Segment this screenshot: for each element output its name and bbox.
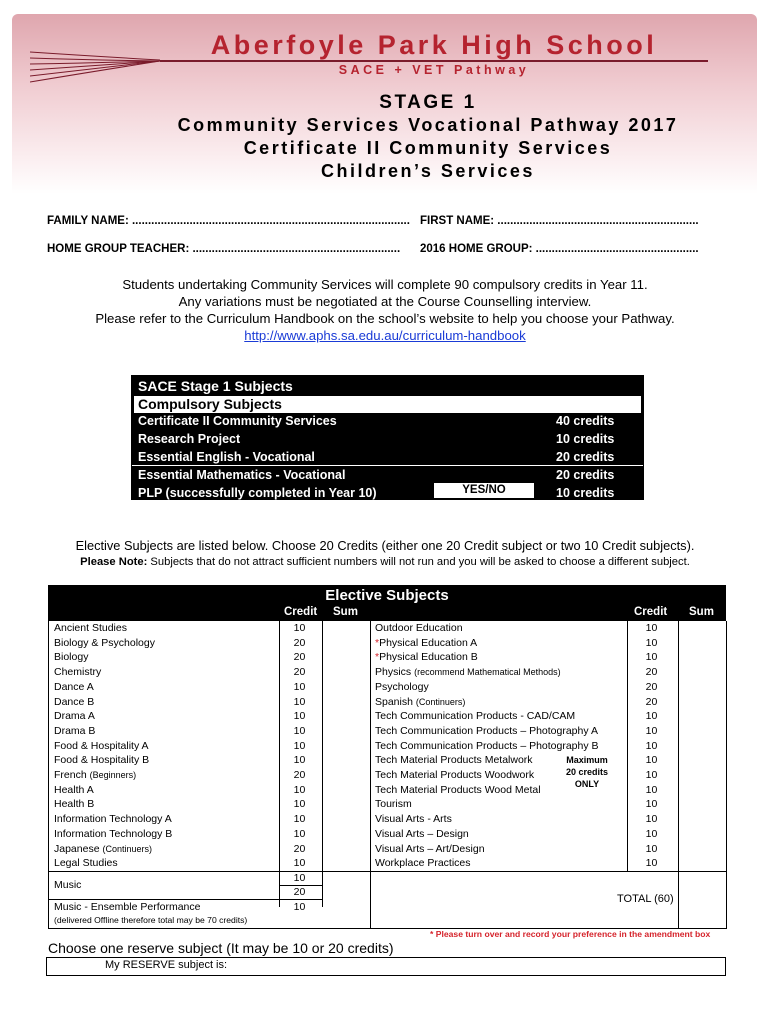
elective-subject-left: [54, 900, 200, 914]
elective-credit-left: [278, 739, 321, 753]
max-note-line: ONLY: [574, 779, 600, 789]
elective-credit-right: [626, 724, 677, 738]
elective-credit-right: [626, 650, 677, 664]
elective-credit-right: [626, 709, 677, 723]
sace-subject-name: Essential English - Vocational: [138, 450, 315, 464]
please-note: [0, 556, 770, 568]
subject-name: French: [54, 769, 87, 781]
subject-name: Biology & Psychology: [54, 636, 155, 649]
sace-subject-credits: 40 credits: [556, 414, 615, 428]
elective-subject-left: [54, 680, 94, 694]
elective-credit-left: [278, 827, 321, 841]
school-name: Aberfoyle Park High School: [210, 30, 658, 60]
subject-name: Legal Studies: [54, 857, 118, 870]
elective-subject-left: [54, 878, 81, 892]
intro-line-3: Please refer to the Curriculum Handbook on the school’s website to help you choose your Pathway.: [95, 311, 675, 326]
reserve-title: Choose one reserve subject (It may be 10 or 20 credits): [48, 940, 394, 956]
subject-name: Tech Communication Products – Photography A: [375, 724, 598, 737]
credit-value: 10: [645, 710, 658, 723]
credit-value: 10: [645, 724, 658, 737]
credit-value: 10: [293, 680, 306, 693]
home-group-teacher-field[interactable]: HOME GROUP TEACHER: .................................................................: [47, 243, 401, 255]
elective-table-header: [48, 585, 726, 621]
pathway-title: Community Services Vocational Pathway 2017: [177, 115, 679, 135]
elective-credit-left: [278, 842, 321, 856]
maximum-credits-note: [556, 752, 618, 800]
elective-credit-right: [626, 665, 677, 679]
credit-value: 10: [293, 710, 306, 723]
subject-name: Tech Communication Products – Photography B: [375, 739, 599, 752]
elective-subject-left: [54, 797, 94, 811]
credit-value: 20: [645, 666, 658, 679]
family-name-field[interactable]: FAMILY NAME: .......................................................................................: [47, 215, 410, 227]
stage-title: STAGE 1: [379, 92, 477, 113]
subject-name: Biology: [54, 651, 89, 664]
elective-instructions: Elective Subjects are listed below. Choose 20 Credits (either one 20 Credit subject or two 10 Credit subjects).: [75, 538, 695, 553]
credit-value: 10: [293, 724, 306, 737]
reserve-label: My RESERVE subject is:: [105, 959, 228, 971]
subject-name: Tech Material Products Metalwork: [375, 754, 533, 767]
subject-name: Health B: [54, 798, 95, 811]
credit-value: 10: [293, 783, 306, 796]
sace-stage-label: SACE Stage 1 Subjects: [138, 378, 293, 394]
subject-name: Drama B: [54, 724, 96, 737]
subject-name: Physics: [375, 666, 412, 679]
credit-value: 10: [645, 798, 658, 811]
school-subtitle: SACE + VET Pathway: [338, 63, 530, 77]
subject-name: Music: [54, 878, 82, 891]
credit-value: 10: [645, 827, 658, 840]
subject-name: Tech Material Products Woodwork: [375, 769, 535, 781]
credit-value: 10: [293, 754, 306, 767]
subject-name: Food & Hospitality A: [54, 739, 149, 752]
subject-name: Dance A: [54, 680, 94, 693]
elective-credit-left: [278, 856, 321, 870]
elective-subject-right: [375, 783, 541, 797]
elective-credit-left: [278, 650, 321, 664]
elective-credit-left: [278, 753, 321, 767]
elective-subject-right: [375, 695, 465, 709]
credit-value: 10: [645, 622, 658, 634]
elective-credit-left: [278, 709, 321, 723]
credit-value: 10: [293, 871, 306, 884]
please-note-label: Please Note:: [80, 556, 148, 568]
elective-subject-left: [54, 812, 172, 826]
elective-credit-left: [278, 680, 321, 694]
left-sum-header: Sum: [333, 606, 358, 618]
elective-subject-right: [375, 680, 429, 694]
stream-title: Children’s Services: [321, 161, 535, 181]
compulsory-subjects-label: Compulsory Subjects: [134, 396, 641, 413]
asterisk: *: [375, 651, 380, 664]
elective-credit-right: [626, 842, 677, 856]
subject-name: Tech Communication Products - CAD/CAM: [375, 710, 576, 723]
subject-name: Information Technology B: [54, 827, 173, 840]
elective-subject-left: [54, 827, 172, 841]
credit-value: 10: [645, 636, 658, 649]
max-note-line: Maximum: [566, 755, 608, 765]
sace-subject-name: Certificate II Community Services: [138, 414, 337, 428]
credit-value: 10: [293, 739, 306, 752]
sace-subject-credits: 20 credits: [556, 468, 615, 482]
elective-credit-left: [278, 665, 321, 679]
grid-line: [726, 621, 727, 928]
elective-credit-left: [278, 695, 321, 709]
elective-subject-right: [375, 636, 477, 650]
elective-subject-left: [54, 636, 155, 650]
max-note-line: 20 credits: [565, 767, 609, 777]
subject-name: Spanish: [375, 695, 413, 708]
left-credit-header: Credit: [284, 606, 318, 618]
right-credit-header: Credit: [634, 606, 668, 618]
sace-subject-credits: 10 credits: [556, 432, 615, 446]
home-group-field[interactable]: 2016 HOME GROUP: ...................................................: [420, 243, 699, 255]
subject-note: (recommend Mathematical Methods): [414, 667, 561, 678]
credit-value: 10: [293, 857, 306, 870]
elective-subject-right: [375, 812, 452, 826]
asterisk: *: [375, 636, 380, 649]
elective-title: Elective Subjects: [325, 587, 449, 604]
elective-subject-right: [375, 856, 471, 870]
elective-subject-left: [54, 856, 118, 870]
delivered-offline-note: (delivered Offline therefore total may be 70 credits): [54, 915, 248, 925]
subject-name: Chemistry: [54, 666, 102, 679]
elective-credit-right: [626, 812, 677, 826]
sace-subject-credits: 20 credits: [556, 450, 615, 464]
elective-credit-right: [626, 636, 677, 650]
elective-subject-left: [54, 753, 149, 767]
elective-credit-right: [626, 827, 677, 841]
credit-value: 10: [645, 754, 658, 767]
elective-credit-left: [278, 900, 321, 914]
elective-subject-left: [54, 768, 136, 782]
credit-value: 10: [645, 739, 658, 752]
elective-credit-right: [626, 783, 677, 797]
elective-subject-right: [375, 768, 534, 782]
elective-credit-left: [278, 783, 321, 797]
credit-value: 10: [645, 783, 658, 796]
elective-credit-right: [626, 768, 677, 782]
please-note-text: Subjects that do not attract sufficient numbers will not run and you will be asked to choose a different subject.: [147, 556, 690, 568]
credit-value: 10: [645, 769, 658, 781]
elective-credit-right: [626, 695, 677, 709]
intro-line-2: Any variations must be negotiated at the Course Counselling interview.: [178, 294, 592, 309]
elective-credit-right: [626, 753, 677, 767]
sace-row: [132, 430, 643, 448]
right-sum-header: Sum: [689, 606, 714, 618]
plp-yes-no-box[interactable]: YES/NO: [434, 483, 534, 498]
sace-subject-credits: 10 credits: [556, 486, 615, 500]
subject-name: Dance B: [54, 695, 95, 708]
subject-name: Information Technology A: [54, 813, 172, 826]
credit-value: 10: [293, 900, 306, 913]
elective-credit-left: [278, 812, 321, 826]
grid-line: [370, 871, 726, 872]
grid-line: [49, 871, 370, 872]
elective-subject-left: [54, 650, 88, 664]
elective-subject-right: [375, 724, 598, 738]
subject-note: (Beginners): [89, 770, 137, 780]
elective-credit-left: [278, 621, 321, 635]
credit-value: 10: [645, 857, 658, 870]
elective-subject-right: [375, 709, 575, 723]
elective-credit-left: [278, 885, 321, 899]
elective-credit-right: [626, 680, 677, 694]
intro-line-1: Students undertaking Community Services will complete 90 compulsory credits in Year 11.: [122, 277, 648, 292]
sace-row: [132, 466, 643, 484]
elective-subject-left: [54, 739, 149, 753]
subject-name: Health A: [54, 783, 94, 796]
elective-subject-left: [54, 783, 94, 797]
subject-name: Visual Arts - Arts: [375, 813, 452, 826]
credit-value: 10: [293, 695, 306, 708]
elective-credit-left: [278, 797, 321, 811]
elective-subject-right: [375, 650, 478, 664]
subject-name: Outdoor Education: [375, 622, 463, 634]
subject-name: Workplace Practices: [375, 857, 471, 870]
elective-subject-left: [54, 724, 95, 738]
elective-subject-left: [54, 709, 95, 723]
subject-name: Drama A: [54, 710, 95, 723]
grid-line: [678, 621, 679, 928]
elective-subject-right: [375, 621, 463, 635]
sace-subject-name: PLP (successfully completed in Year 10): [138, 486, 377, 500]
credit-value: 20: [293, 769, 306, 781]
credit-value: 10: [645, 813, 658, 826]
credit-value: 20: [293, 636, 306, 649]
subject-name: Music - Ensemble Performance: [54, 900, 201, 913]
subject-name: Ancient Studies: [54, 622, 127, 634]
elective-subject-right: [375, 827, 469, 841]
elective-credit-left: [278, 768, 321, 782]
subject-note: (Continuers): [415, 696, 466, 707]
sace-subject-name: Essential Mathematics - Vocational: [138, 468, 346, 482]
elective-subject-left: [54, 621, 127, 635]
credit-value: 20: [293, 842, 306, 855]
grid-line: [322, 621, 323, 907]
elective-subject-right: [375, 842, 485, 856]
grid-line: [370, 621, 371, 928]
elective-credit-right: [626, 621, 677, 635]
elective-credit-left: [278, 724, 321, 738]
credit-value: 20: [645, 695, 658, 708]
credit-value: 20: [293, 651, 306, 664]
subject-name: Physical Education A: [379, 636, 478, 649]
certificate-title: Certificate II Community Services: [243, 138, 613, 158]
elective-credit-left: [278, 871, 321, 885]
curriculum-handbook-link[interactable]: http://www.aphs.sa.edu.au/curriculum-handbook: [244, 328, 526, 343]
total-label: TOTAL (60): [617, 893, 674, 905]
elective-credit-right: [626, 856, 677, 870]
subject-name: Tourism: [375, 798, 412, 811]
elective-subject-left: [54, 665, 101, 679]
elective-subject-right: [375, 753, 533, 767]
credit-value: 10: [293, 813, 306, 826]
sace-compulsory-table: [131, 375, 644, 500]
subject-note: (Continuers): [102, 843, 152, 854]
elective-subject-left: [54, 695, 94, 709]
turn-over-note: * Please turn over and record your preference in the amendment box: [430, 929, 711, 939]
elective-subject-right: [375, 739, 599, 753]
credit-value: 10: [293, 827, 306, 840]
elective-subject-right: [375, 665, 561, 679]
elective-credit-left: [278, 636, 321, 650]
sace-row: [132, 412, 643, 430]
header-lines-graphic: [30, 48, 160, 88]
credit-value: 20: [293, 886, 306, 899]
subject-name: Food & Hospitality B: [54, 754, 150, 767]
subject-name: Visual Arts – Art/Design: [375, 842, 485, 855]
reserve-subject-input[interactable]: [46, 957, 726, 976]
sace-subject-name: Research Project: [138, 432, 241, 446]
credit-value: 10: [645, 842, 658, 855]
subject-name: Tech Material Products Wood Metal: [375, 783, 541, 796]
credit-value: 10: [293, 622, 306, 634]
subject-name: Visual Arts – Design: [375, 827, 469, 840]
sace-row: [132, 448, 643, 466]
sace-row: [132, 484, 643, 502]
credit-value: 20: [293, 666, 306, 679]
credit-value: 20: [645, 680, 658, 693]
subject-name: Japanese: [54, 842, 100, 855]
credit-value: 10: [293, 798, 306, 811]
elective-subject-right: [375, 797, 412, 811]
elective-credit-right: [626, 739, 677, 753]
first-name-field[interactable]: FIRST NAME: ...............................................................: [420, 215, 699, 227]
elective-subject-left: [54, 842, 152, 856]
subject-name: Physical Education B: [379, 651, 478, 664]
subject-name: Psychology: [375, 680, 429, 693]
credit-value: 10: [645, 651, 658, 664]
elective-credit-right: [626, 797, 677, 811]
